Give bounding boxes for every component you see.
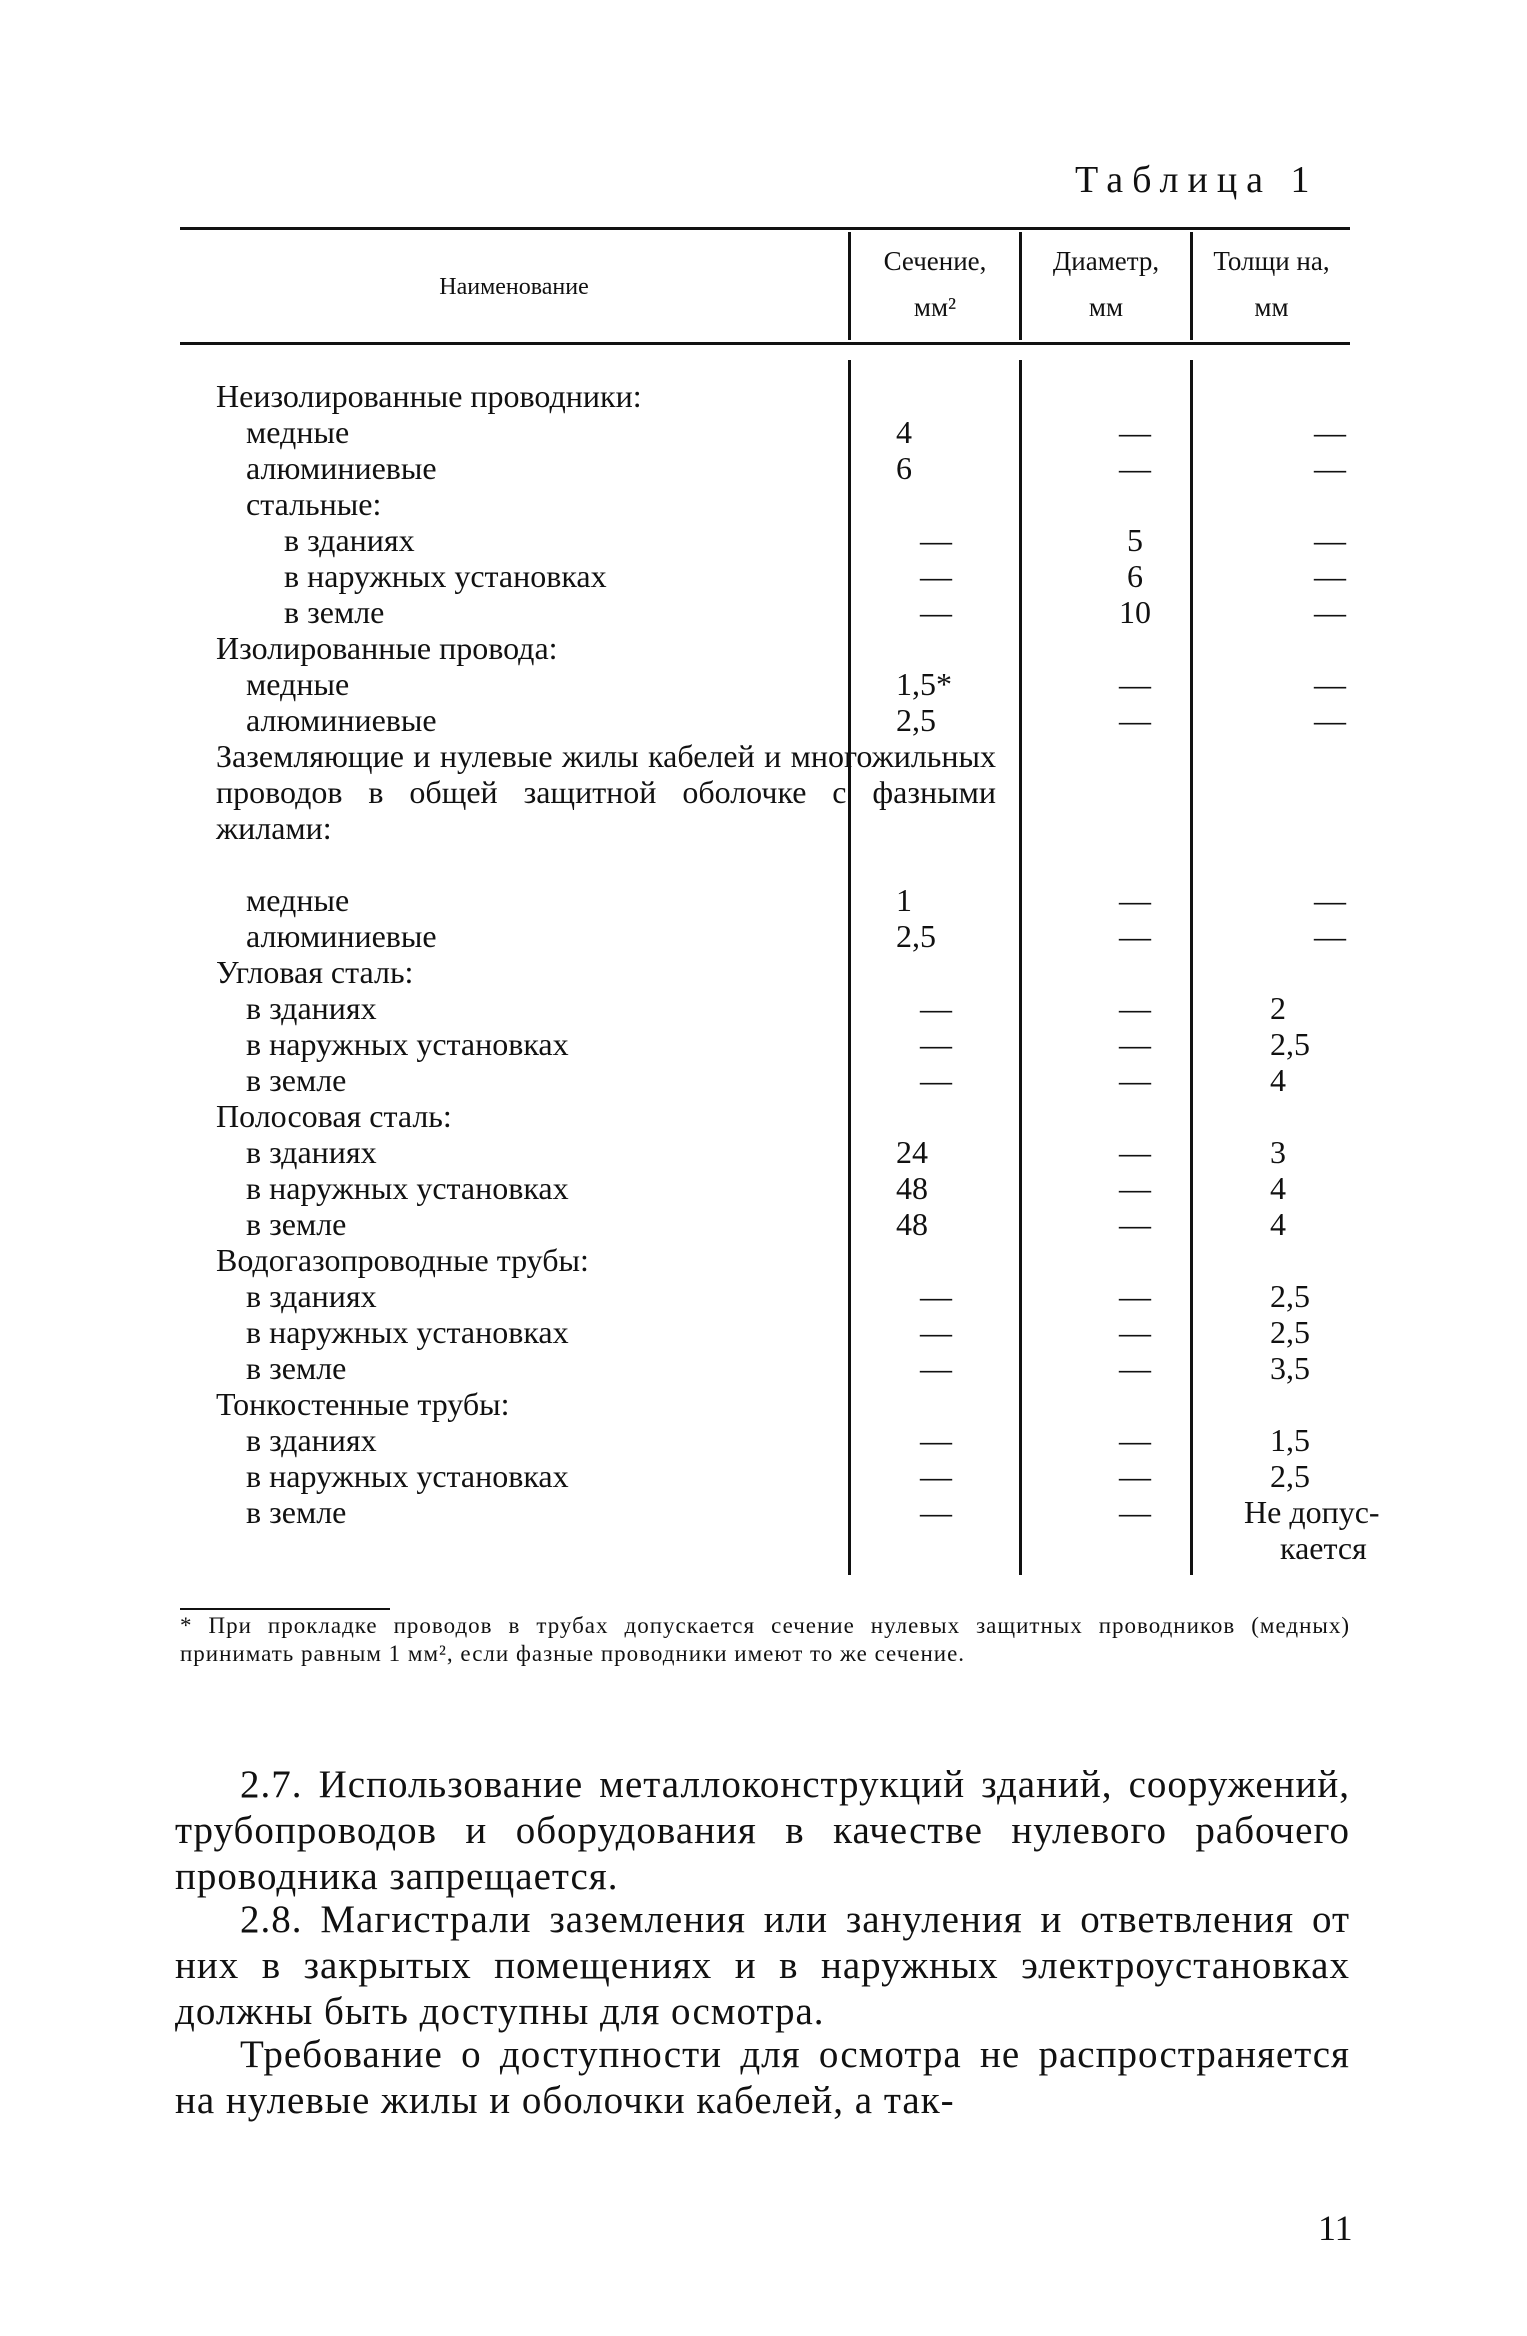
row-section: —: [920, 1026, 952, 1062]
row-diameter: —: [1119, 702, 1151, 738]
table-body: [180, 378, 1380, 1566]
row-name: в наружных установках: [246, 1314, 569, 1350]
row-thickness: —: [1314, 918, 1346, 954]
table-row: [180, 630, 1350, 666]
row-thickness: 3,5: [1270, 1350, 1310, 1386]
table-row: [180, 666, 1350, 702]
row-thickness: —: [1314, 594, 1346, 630]
table-top-rule: [180, 227, 1350, 230]
paragraph-2-8: [175, 1897, 1350, 2035]
row-diameter: 6: [1127, 558, 1143, 594]
row-diameter: —: [1119, 1206, 1151, 1242]
row-name: в наружных установках: [246, 1170, 569, 1206]
row-section: —: [920, 558, 952, 594]
row-name: Заземляющие и нулевые жилы кабелей и многожильных проводов в общей защитной оболочке с фазными жилами:: [216, 738, 996, 846]
row-section: —: [920, 1314, 952, 1350]
row-diameter: —: [1119, 1026, 1151, 1062]
row-name: Угловая сталь:: [216, 954, 414, 990]
header-thickness-line1: Толщи на,: [1213, 246, 1330, 276]
table-row: [180, 522, 1350, 558]
table-row: [180, 378, 1350, 414]
row-thickness: Не допус-: [1244, 1494, 1380, 1530]
row-thickness: 2,5: [1270, 1458, 1310, 1494]
table-row: [180, 1062, 1350, 1098]
row-thickness: 1,5: [1270, 1422, 1310, 1458]
table-row: [180, 1350, 1350, 1386]
row-thickness: 2,5: [1270, 1314, 1310, 1350]
row-diameter: —: [1119, 1458, 1151, 1494]
header-section: [851, 238, 1019, 330]
row-name: Полосовая сталь:: [216, 1098, 452, 1134]
row-diameter: —: [1119, 450, 1151, 486]
row-section: —: [920, 1458, 952, 1494]
row-name: Изолированные провода:: [216, 630, 558, 666]
row-diameter: —: [1119, 1062, 1151, 1098]
row-diameter: —: [1119, 918, 1151, 954]
header-diameter-line2: мм: [1088, 292, 1124, 322]
row-name: в наружных установках: [284, 558, 607, 594]
row-diameter: —: [1119, 1170, 1151, 1206]
row-name: в зданиях: [246, 1422, 377, 1458]
row-name: медные: [246, 882, 350, 918]
table-row: [180, 1026, 1350, 1062]
row-diameter: —: [1119, 990, 1151, 1026]
table-row: [180, 1458, 1350, 1494]
table-row: [180, 882, 1350, 918]
row-name: в зданиях: [246, 1278, 377, 1314]
paragraph-2-7: [175, 1762, 1350, 1900]
row-name: в зданиях: [246, 990, 377, 1026]
table-row: [180, 702, 1350, 738]
table-row: [180, 1494, 1380, 1530]
header-diameter: [1022, 238, 1190, 330]
table-row: [180, 1314, 1350, 1350]
row-section: —: [920, 1350, 952, 1386]
row-section: 24: [896, 1134, 928, 1170]
row-thickness: 2: [1270, 990, 1286, 1026]
row-diameter: —: [1119, 1278, 1151, 1314]
row-section: 48: [896, 1206, 928, 1242]
row-name: в земле: [246, 1494, 347, 1530]
row-name: в наружных установках: [246, 1458, 569, 1494]
header-name-label: Наименование: [439, 274, 589, 300]
table-row: [180, 738, 1350, 882]
row-diameter: —: [1119, 1494, 1151, 1530]
row-name: в земле: [246, 1350, 347, 1386]
table-row: [180, 1098, 1350, 1134]
row-name: Неизолированные проводники:: [216, 378, 642, 414]
row-name: Водогазопроводные трубы:: [216, 1242, 589, 1278]
table-row: [180, 1422, 1350, 1458]
table-row: [180, 918, 1350, 954]
row-name: Тонкостенные трубы:: [216, 1386, 510, 1422]
row-name: в зданиях: [284, 522, 415, 558]
row-section: 1,5*: [896, 666, 952, 702]
paragraph-text: 2.8. Магистрали заземления или зануления и ответвления от них в закрытых помещениях и в наружных электроустановках должны быть доступны для осмотра.: [175, 1898, 1350, 2033]
row-thickness: 2,5: [1270, 1026, 1310, 1062]
row-thickness: —: [1314, 702, 1346, 738]
row-name: в наружных установках: [246, 1026, 569, 1062]
footnote-rule: [180, 1608, 390, 1610]
row-name: алюминиевые: [246, 918, 437, 954]
row-section: 2,5: [896, 702, 936, 738]
row-thickness: 4: [1270, 1206, 1286, 1242]
row-name: в земле: [284, 594, 385, 630]
row-name: в земле: [246, 1062, 347, 1098]
row-section: —: [920, 1062, 952, 1098]
row-section: 4: [896, 414, 912, 450]
paragraph-text: 2.7. Использование металлоконструкций зданий, сооружений, трубопроводов и оборудования в качестве нулевого рабочего проводника запрещается.: [175, 1763, 1350, 1898]
row-name: в зданиях: [246, 1134, 377, 1170]
row-name: алюминиевые: [246, 702, 437, 738]
row-thickness: —: [1314, 666, 1346, 702]
header-thickness: [1193, 238, 1350, 330]
header-section-line2: мм²: [913, 292, 957, 322]
row-section: —: [920, 1422, 952, 1458]
row-diameter: —: [1119, 882, 1151, 918]
row-name: медные: [246, 414, 350, 450]
table-row: [180, 1242, 1350, 1278]
table-row: [180, 450, 1350, 486]
row-thickness: —: [1314, 522, 1346, 558]
header-name: [180, 262, 848, 310]
row-name: алюминиевые: [246, 450, 437, 486]
row-diameter: 5: [1127, 522, 1143, 558]
paragraph-text: Требование о доступности для осмотра не распространяется на нулевые жилы и оболочки кабелей, а так-: [175, 2033, 1350, 2122]
table-row: [180, 414, 1350, 450]
row-name: в земле: [246, 1206, 347, 1242]
row-section: 6: [896, 450, 912, 486]
paragraph-requirement: [175, 2032, 1350, 2124]
header-diameter-line1: Диаметр,: [1052, 246, 1160, 276]
table-footnote: * При прокладке проводов в трубах допускается сечение нулевых защитных проводников (медных) принимать равным 1 мм², если фазные проводники имеют то же сечение.: [180, 1613, 1350, 1666]
row-section: 1: [896, 882, 912, 918]
row-diameter: —: [1119, 1350, 1151, 1386]
row-thickness: 4: [1270, 1062, 1286, 1098]
row-section: —: [920, 990, 952, 1026]
table-row: [180, 954, 1350, 990]
row-diameter: —: [1119, 414, 1151, 450]
table-header-rule: [180, 342, 1350, 345]
row-diameter: —: [1119, 1314, 1151, 1350]
table-row: [180, 594, 1350, 630]
row-thickness: 2,5: [1270, 1278, 1310, 1314]
table-row: [180, 1278, 1350, 1314]
row-section: 2,5: [896, 918, 936, 954]
header-section-line1: Сечение,: [883, 246, 987, 276]
page-number: 11: [1318, 2208, 1353, 2248]
row-section: 48: [896, 1170, 928, 1206]
row-thickness: кается: [1280, 1530, 1367, 1566]
row-diameter: —: [1119, 1422, 1151, 1458]
header-thickness-line2: мм: [1254, 292, 1289, 322]
row-diameter: —: [1119, 1134, 1151, 1170]
row-thickness: —: [1314, 882, 1346, 918]
row-thickness: —: [1314, 450, 1346, 486]
row-name: стальные:: [246, 486, 382, 522]
row-diameter: —: [1119, 666, 1151, 702]
row-section: —: [920, 594, 952, 630]
row-thickness: —: [1314, 558, 1346, 594]
table-row: [180, 558, 1350, 594]
table-caption: Таблица 1: [1075, 159, 1319, 201]
table-row: [180, 1530, 1367, 1566]
table-row: [180, 990, 1350, 1026]
table-row: [180, 1386, 1350, 1422]
table-row: [180, 486, 1350, 522]
table-row: [180, 1134, 1350, 1170]
row-name: медные: [246, 666, 350, 702]
table-row: [180, 1170, 1350, 1206]
row-thickness: 4: [1270, 1170, 1286, 1206]
row-thickness: —: [1314, 414, 1346, 450]
table-row: [180, 1206, 1350, 1242]
row-thickness: 3: [1270, 1134, 1286, 1170]
row-section: —: [920, 522, 952, 558]
row-diameter: 10: [1119, 594, 1151, 630]
row-section: —: [920, 1278, 952, 1314]
row-section: —: [920, 1494, 952, 1530]
